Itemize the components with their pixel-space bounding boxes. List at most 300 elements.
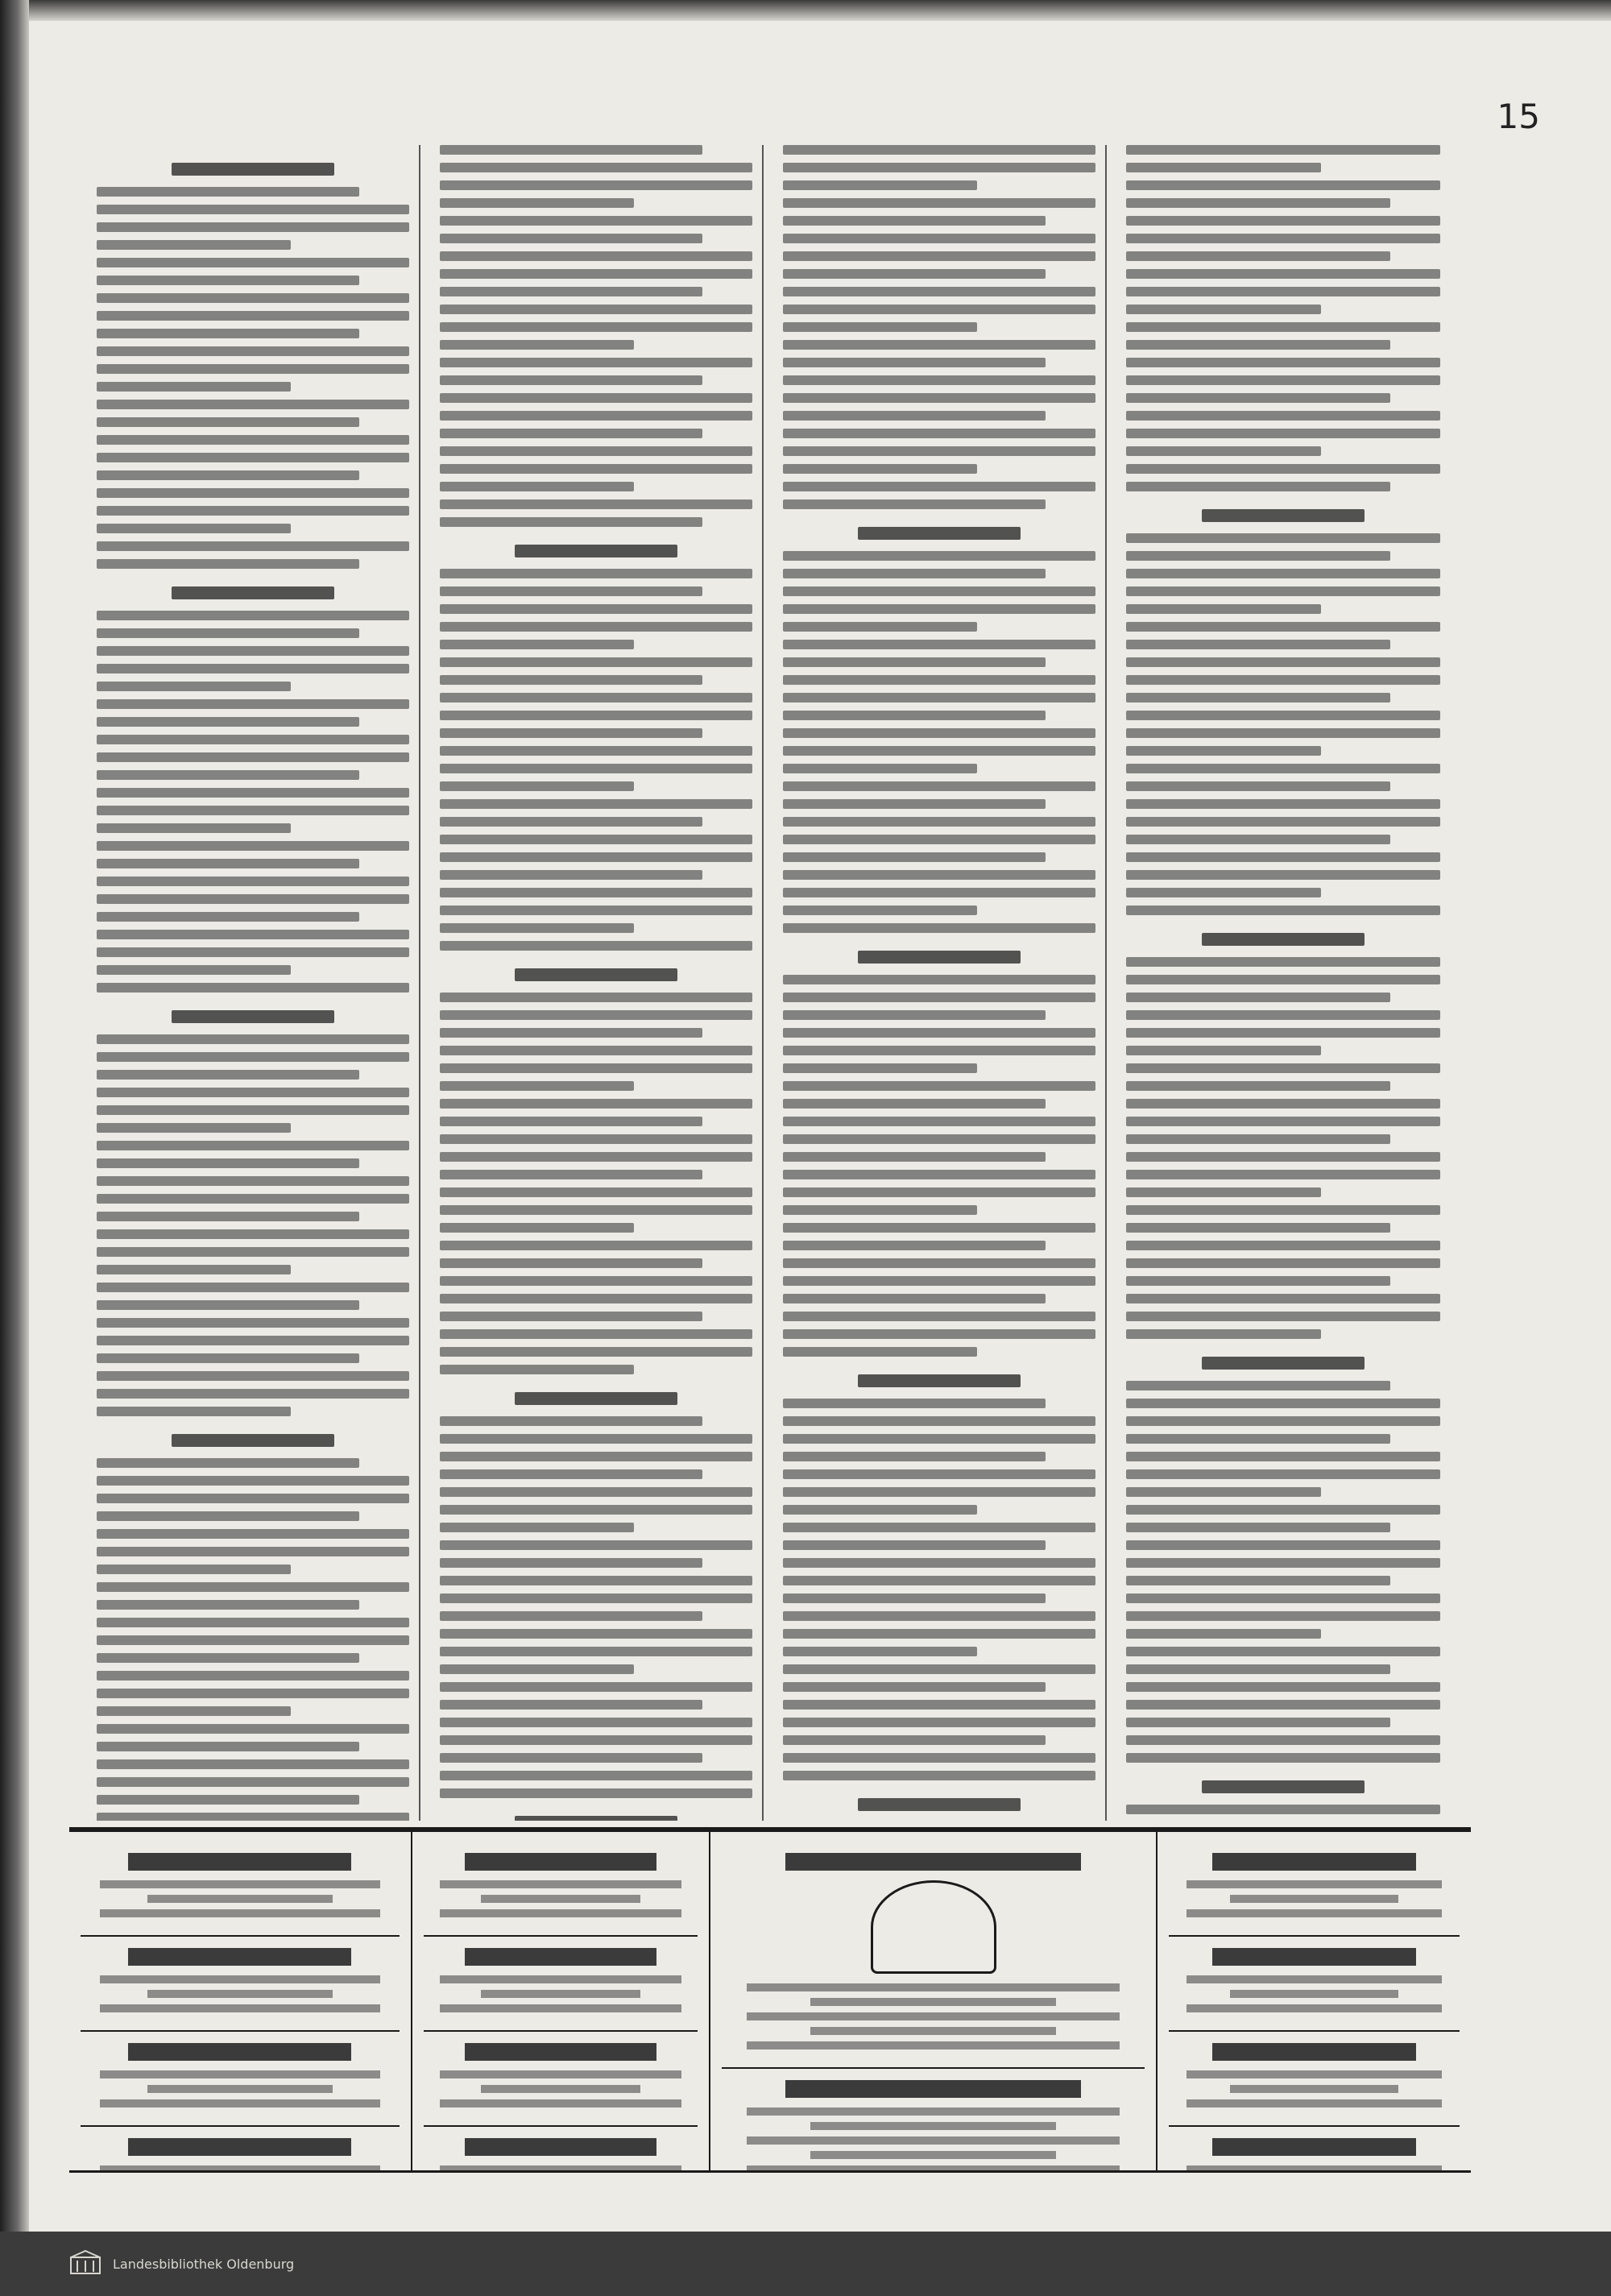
text-line — [97, 1123, 291, 1133]
ad-text-line — [1187, 2165, 1442, 2170]
text-line — [783, 1046, 1095, 1055]
text-line — [783, 180, 977, 190]
text-line — [97, 841, 409, 851]
ad-heading — [128, 2043, 351, 2061]
text-line — [1126, 269, 1440, 279]
text-line — [783, 1416, 1095, 1426]
ad-heading — [785, 1853, 1082, 1871]
article-column-4 — [1126, 145, 1450, 1821]
text-line — [783, 906, 977, 915]
text-line — [440, 1594, 752, 1603]
text-line — [440, 1099, 752, 1109]
ad-text-line — [147, 1990, 333, 1998]
text-line — [783, 870, 1095, 880]
text-line — [440, 993, 752, 1002]
text-line — [515, 1816, 677, 1821]
text-line — [440, 517, 702, 527]
article-column-2 — [440, 145, 764, 1821]
text-line — [1126, 287, 1440, 296]
text-line — [1126, 234, 1440, 243]
text-line — [783, 604, 1095, 614]
text-line — [1126, 1523, 1390, 1532]
text-line — [1126, 1576, 1390, 1585]
text-line — [97, 205, 409, 214]
text-line — [440, 1046, 752, 1055]
text-line — [1126, 1469, 1440, 1479]
text-line — [783, 1523, 1095, 1532]
text-line — [440, 145, 702, 155]
text-line — [1126, 799, 1440, 809]
text-line — [1126, 569, 1440, 578]
library-building-logo-icon — [69, 2249, 101, 2278]
text-line — [97, 877, 409, 886]
ad-heading — [465, 2138, 656, 2156]
text-line — [1126, 340, 1390, 350]
text-line — [440, 251, 752, 261]
text-line — [440, 817, 702, 827]
text-line — [440, 1276, 752, 1286]
text-line — [440, 1664, 634, 1674]
text-line — [1126, 1276, 1390, 1286]
text-line — [97, 1724, 409, 1734]
text-line — [440, 464, 752, 474]
text-line — [440, 923, 634, 933]
target-emblem-icon — [871, 1880, 996, 1974]
article-column-3 — [783, 145, 1107, 1821]
ad-text-line — [440, 2004, 681, 2012]
text-line — [440, 693, 752, 702]
text-line — [1126, 975, 1440, 984]
text-line — [1126, 1223, 1390, 1233]
text-line — [97, 488, 409, 498]
text-line — [1126, 1329, 1321, 1339]
text-line — [97, 258, 409, 267]
text-line — [1126, 533, 1440, 543]
text-line — [1126, 1241, 1440, 1250]
text-line — [440, 446, 752, 456]
text-line — [440, 1223, 634, 1233]
text-line — [783, 1347, 977, 1357]
text-line — [1126, 1558, 1440, 1568]
text-line — [97, 788, 409, 798]
text-line — [97, 646, 409, 656]
text-line — [783, 993, 1095, 1002]
text-line — [1126, 464, 1440, 474]
advertisement — [424, 2032, 698, 2127]
text-line — [1126, 1010, 1440, 1020]
text-line — [783, 1099, 1046, 1109]
text-line — [97, 311, 409, 321]
text-line — [440, 1134, 752, 1144]
text-line — [97, 806, 409, 815]
text-line — [1126, 957, 1440, 967]
ad-heading — [128, 1853, 351, 1871]
text-line — [97, 1759, 409, 1769]
advertisement — [1169, 1937, 1460, 2032]
text-line — [1126, 1452, 1440, 1461]
ad-heading — [128, 2138, 351, 2156]
text-line — [440, 1647, 752, 1656]
text-line — [440, 1682, 752, 1692]
ad-heading — [1212, 1853, 1416, 1871]
text-line — [1126, 1594, 1440, 1603]
text-line — [783, 888, 1095, 897]
text-line — [440, 1487, 752, 1497]
scan-edge-left — [0, 0, 29, 2296]
text-line — [1126, 1700, 1440, 1710]
ad-column-1 — [69, 1832, 412, 2170]
text-line — [1126, 622, 1440, 632]
text-line — [783, 482, 1095, 491]
text-line — [1126, 305, 1321, 314]
text-line — [97, 1600, 359, 1610]
text-line — [440, 1629, 752, 1639]
text-line — [97, 329, 359, 338]
text-line — [783, 693, 1095, 702]
text-line — [440, 216, 752, 226]
text-line — [440, 1576, 752, 1585]
text-line — [1126, 781, 1390, 791]
text-line — [440, 269, 752, 279]
text-line — [97, 1141, 409, 1150]
text-line — [1126, 728, 1440, 738]
text-line — [783, 322, 977, 332]
text-line — [783, 728, 1095, 738]
ad-text-line — [1187, 1909, 1442, 1917]
text-line — [172, 1010, 334, 1023]
ad-text-line — [147, 2085, 333, 2093]
advertisement — [81, 1937, 400, 2032]
text-line — [783, 1771, 1095, 1780]
text-line — [783, 340, 1095, 350]
scan-edge-top — [29, 0, 1611, 21]
text-line — [1126, 604, 1321, 614]
text-line — [97, 435, 409, 445]
text-line — [97, 752, 409, 762]
advertisement — [81, 1842, 400, 1937]
text-line — [97, 1795, 359, 1805]
text-line — [783, 251, 1095, 261]
text-line — [1126, 764, 1440, 773]
text-line — [97, 735, 409, 744]
text-line — [97, 417, 359, 427]
text-line — [783, 1223, 1095, 1233]
ad-text-line — [440, 2070, 681, 2078]
text-line — [97, 1618, 409, 1627]
ad-text-line — [1187, 2070, 1442, 2078]
ad-text-line — [1187, 2099, 1442, 2107]
text-line — [1126, 711, 1440, 720]
text-line — [1126, 1117, 1440, 1126]
text-line — [97, 1547, 409, 1556]
ad-text-line — [810, 1998, 1056, 2006]
text-line — [97, 1582, 409, 1592]
text-line — [783, 923, 1095, 933]
text-line — [1126, 1399, 1440, 1408]
text-line — [783, 1010, 1046, 1020]
text-line — [440, 1558, 702, 1568]
ad-text-line — [810, 2027, 1056, 2035]
text-line — [783, 1469, 1095, 1479]
text-line — [440, 1700, 702, 1710]
ad-text-line — [100, 2004, 380, 2012]
text-line — [1126, 1081, 1390, 1091]
text-line — [97, 1336, 409, 1345]
text-line — [1126, 675, 1440, 685]
text-line — [97, 1565, 291, 1574]
text-line — [783, 1117, 1095, 1126]
ad-text-line — [1187, 1975, 1442, 1983]
text-line — [783, 198, 1095, 208]
text-line — [440, 870, 702, 880]
text-line — [440, 675, 702, 685]
text-line — [783, 234, 1095, 243]
text-line — [97, 240, 291, 250]
text-line — [172, 586, 334, 599]
text-line — [1126, 1381, 1390, 1390]
text-line — [97, 1635, 409, 1645]
text-line — [97, 664, 409, 673]
text-line — [1126, 586, 1440, 596]
advertisement — [424, 1937, 698, 2032]
text-line — [172, 163, 334, 176]
text-line — [440, 1523, 634, 1532]
text-line — [1126, 358, 1440, 367]
text-line — [440, 888, 752, 897]
text-line — [783, 835, 1095, 844]
text-line — [440, 305, 752, 314]
ad-column-2 — [412, 1832, 710, 2170]
text-line — [97, 1689, 409, 1698]
text-line — [783, 975, 1095, 984]
text-line — [97, 1706, 291, 1716]
text-line — [97, 859, 359, 868]
text-line — [783, 817, 1095, 827]
text-line — [1126, 1540, 1440, 1550]
text-line — [440, 234, 702, 243]
library-name: Landesbibliothek Oldenburg — [113, 2256, 295, 2272]
text-line — [440, 1152, 752, 1162]
text-line — [515, 545, 677, 557]
text-line — [1126, 657, 1440, 667]
text-line — [783, 446, 1095, 456]
advertisement — [1169, 2032, 1460, 2127]
text-line — [783, 269, 1046, 279]
text-line — [1126, 1718, 1390, 1727]
ad-text-line — [481, 2085, 640, 2093]
article-columns — [97, 145, 1450, 1821]
text-line — [440, 1205, 752, 1215]
text-line — [783, 1594, 1046, 1603]
text-line — [97, 965, 291, 975]
ad-text-line — [100, 2070, 380, 2078]
text-line — [97, 1070, 359, 1080]
text-line — [97, 1476, 409, 1486]
text-line — [97, 559, 359, 569]
text-line — [1126, 1487, 1321, 1497]
advertisement — [1169, 1842, 1460, 1937]
text-line — [440, 746, 752, 756]
text-line — [440, 799, 752, 809]
text-line — [1126, 251, 1390, 261]
text-line — [97, 1034, 409, 1044]
text-line — [97, 524, 291, 533]
text-line — [783, 1540, 1046, 1550]
text-line — [783, 1205, 977, 1215]
text-line — [783, 1718, 1095, 1727]
text-line — [1202, 509, 1365, 522]
text-line — [97, 1247, 409, 1257]
text-line — [783, 1399, 1046, 1408]
text-line — [97, 912, 359, 922]
text-line — [97, 717, 359, 727]
ad-text-line — [1230, 2085, 1398, 2093]
ad-text-line — [440, 2165, 681, 2170]
text-line — [783, 145, 1095, 155]
text-line — [783, 1576, 1095, 1585]
advertisement — [722, 1842, 1145, 2069]
text-line — [1126, 180, 1440, 190]
text-line — [1126, 1294, 1440, 1303]
text-line — [783, 1187, 1095, 1197]
page-number: 15 — [1497, 97, 1540, 136]
text-line — [783, 1735, 1046, 1745]
text-line — [97, 930, 409, 939]
advertisement — [722, 2069, 1145, 2170]
text-line — [783, 393, 1095, 403]
text-line — [440, 1718, 752, 1727]
text-line — [1126, 993, 1390, 1002]
text-line — [783, 1294, 1046, 1303]
text-line — [440, 1329, 752, 1339]
text-line — [97, 187, 359, 197]
ad-text-line — [1187, 1880, 1442, 1888]
text-line — [858, 951, 1021, 964]
ad-column-4 — [1158, 1832, 1471, 2170]
text-line — [515, 968, 677, 981]
text-line — [783, 1329, 1095, 1339]
text-line — [783, 711, 1046, 720]
text-line — [783, 1312, 1095, 1321]
text-line — [97, 276, 359, 285]
text-line — [440, 1241, 752, 1250]
text-line — [858, 527, 1021, 540]
text-line — [1126, 1258, 1440, 1268]
text-line — [1126, 1134, 1390, 1144]
text-line — [97, 1318, 409, 1328]
ad-text-line — [440, 1880, 681, 1888]
text-line — [440, 429, 702, 438]
text-line — [1126, 446, 1321, 456]
ad-text-line — [440, 2099, 681, 2107]
ad-text-line — [747, 2136, 1119, 2145]
text-line — [97, 1265, 291, 1274]
text-line — [783, 1682, 1046, 1692]
text-line — [783, 1258, 1095, 1268]
text-line — [440, 604, 752, 614]
text-line — [1126, 1805, 1440, 1814]
ad-text-line — [440, 1909, 681, 1917]
text-line — [440, 711, 752, 720]
text-line — [440, 1258, 702, 1268]
ad-heading — [465, 1853, 656, 1871]
text-line — [97, 983, 409, 993]
text-line — [1126, 1099, 1440, 1109]
text-line — [97, 1529, 409, 1539]
text-line — [97, 222, 409, 232]
ad-heading — [465, 1948, 656, 1966]
text-line — [1126, 482, 1390, 491]
text-line — [440, 322, 752, 332]
text-line — [1126, 1664, 1390, 1674]
text-line — [783, 411, 1046, 421]
text-line — [1126, 163, 1321, 172]
text-line — [1126, 835, 1390, 844]
text-line — [440, 1312, 702, 1321]
text-line — [440, 640, 634, 649]
text-line — [97, 611, 409, 620]
text-line — [97, 1407, 291, 1416]
text-line — [440, 1452, 752, 1461]
text-line — [1126, 1753, 1440, 1763]
text-line — [97, 1194, 409, 1204]
text-line — [1126, 1629, 1321, 1639]
text-line — [440, 569, 752, 578]
text-line — [440, 1469, 702, 1479]
text-line — [440, 1294, 752, 1303]
text-line — [783, 1134, 1095, 1144]
text-line — [97, 1813, 409, 1821]
text-line — [97, 1511, 359, 1521]
text-line — [783, 1558, 1095, 1568]
text-line — [1126, 1205, 1440, 1215]
ad-text-line — [747, 2107, 1119, 2116]
ad-text-line — [747, 2165, 1119, 2170]
text-line — [97, 823, 291, 833]
ad-text-line — [481, 1895, 640, 1903]
text-line — [783, 429, 1095, 438]
text-line — [1126, 906, 1440, 915]
text-line — [440, 1735, 752, 1745]
text-line — [1126, 198, 1390, 208]
text-line — [97, 364, 409, 374]
text-line — [440, 1753, 702, 1763]
ad-text-line — [1230, 1895, 1398, 1903]
text-line — [1126, 551, 1390, 561]
text-line — [97, 541, 409, 551]
text-line — [783, 675, 1095, 685]
text-line — [783, 569, 1046, 578]
text-line — [1126, 1170, 1440, 1179]
text-line — [783, 852, 1046, 862]
text-line — [97, 628, 359, 638]
text-line — [1126, 852, 1440, 862]
text-line — [1126, 1434, 1390, 1444]
text-line — [1126, 1063, 1440, 1073]
text-line — [440, 852, 752, 862]
text-line — [440, 198, 634, 208]
text-line — [440, 1063, 752, 1073]
text-line — [783, 1505, 977, 1515]
text-line — [440, 499, 752, 509]
ad-text-line — [747, 1983, 1119, 1991]
text-line — [172, 1434, 334, 1447]
text-line — [440, 781, 634, 791]
text-line — [440, 1611, 702, 1621]
text-line — [97, 1283, 409, 1292]
ad-text-line — [1230, 1990, 1398, 1998]
advertisement — [1169, 2127, 1460, 2170]
